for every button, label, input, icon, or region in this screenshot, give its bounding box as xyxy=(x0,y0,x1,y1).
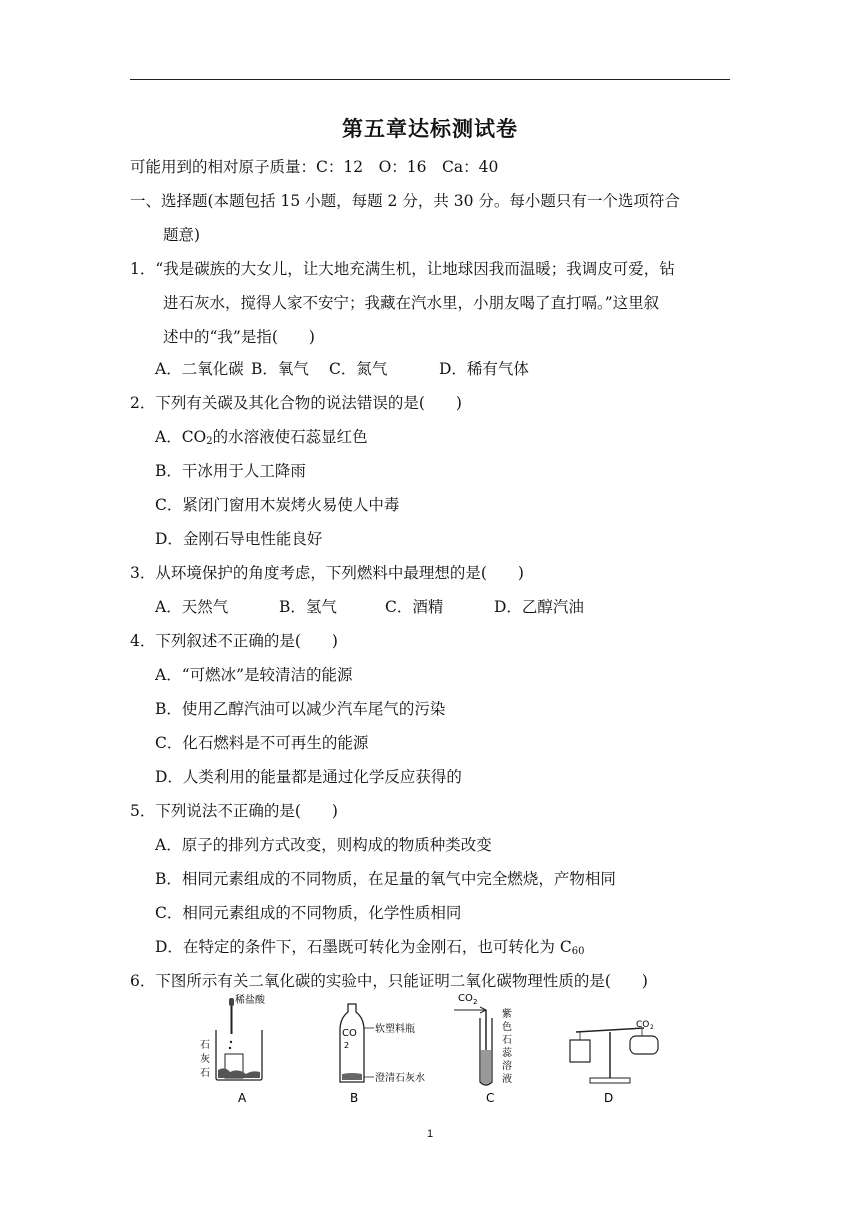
q5-option-c: C．相同元素组成的不同物质，化学性质相同 xyxy=(155,904,462,922)
figure-c-sol-5: 溶 xyxy=(502,1061,512,1072)
q5-option-b: B．相同元素组成的不同物质，在足量的氧气中完全燃烧，产物相同 xyxy=(155,870,616,888)
q4-option-d: D．人类利用的能量都是通过化学反应获得的 xyxy=(155,768,462,786)
q4-option-b: B．使用乙醇汽油可以减少汽车尾气的污染 xyxy=(155,700,446,718)
q3-option-c: C．酒精 xyxy=(385,598,444,616)
q4-option-c: C．化石燃料是不可再生的能源 xyxy=(155,734,369,752)
figure-a-stone-3: 石 xyxy=(200,1068,210,1079)
figure-c-label: C xyxy=(486,1091,495,1105)
header-rule xyxy=(130,79,730,80)
q2-option-b: B．干冰用于人工降雨 xyxy=(155,462,306,480)
q4-option-a: A．“可燃冰”是较清洁的能源 xyxy=(155,666,353,684)
figure-a-stone-2: 灰 xyxy=(200,1054,210,1065)
figure-c xyxy=(454,993,513,1105)
figure-c-gas-sub: 2 xyxy=(473,998,478,1006)
figure-c-gas: CO xyxy=(458,993,473,1004)
q6-stem: 6．下图所示有关二氧化碳的实验中，只能证明二氧化碳物理性质的是( ) xyxy=(130,972,648,990)
q1-options xyxy=(155,359,529,379)
q2-option-c: C．紧闭门窗用木炭烤火易使人中毒 xyxy=(155,496,400,514)
q1-line3: 述中的“我”是指( ) xyxy=(163,328,315,346)
page-number: 1 xyxy=(426,1128,434,1140)
figure-a-label: A xyxy=(238,1091,247,1105)
figure-a-acid-label: 稀盐酸 xyxy=(235,995,265,1006)
figure-d xyxy=(570,1020,658,1105)
q1-option-c: C．氮气 xyxy=(329,360,388,378)
figure-c-sol-2: 色 xyxy=(502,1022,512,1033)
page-title: 第五章达标测试卷 xyxy=(342,117,518,141)
figure-b-label: B xyxy=(350,1091,359,1105)
figure-b xyxy=(340,1004,425,1105)
q5-option-d: D．在特定的条件下，石墨既可转化为金刚石，也可转化为 $C_{60}$ xyxy=(155,938,585,957)
figure-b-bottle-label: 软塑料瓶 xyxy=(375,1024,415,1035)
figure-b-gas: CO xyxy=(342,1028,357,1039)
figure-c-sol-1: 紫 xyxy=(502,1009,512,1020)
q6-figures xyxy=(190,990,680,1110)
dropper-bulb-icon xyxy=(229,998,234,1006)
figure-d-label: D xyxy=(604,1091,614,1105)
figure-d-gas: CO xyxy=(636,1020,650,1030)
figure-a xyxy=(200,993,266,1105)
section1-heading-line1: 一、选择题(本题包括 15 小题，每题 2 分，共 30 分。每小题只有一个选项符合 xyxy=(130,192,680,210)
figure-c-sol-3: 石 xyxy=(502,1035,512,1046)
q1-line2: 进石灰水，搅得人家不安宁；我藏在汽水里，小朋友喝了直打嗝。”这里叙 xyxy=(163,294,660,312)
q1-option-b: B．氧气 xyxy=(251,360,309,378)
figure-b-gas-sub: 2 xyxy=(344,1041,350,1050)
q4-stem: 4．下列叙述不正确的是( ) xyxy=(130,632,338,650)
q3-stem: 3．从环境保护的角度考虑，下列燃料中最理想的是( ) xyxy=(130,564,524,582)
atomic-mass-note: 可能用到的相对原子质量：C：12 O：16 Ca：40 xyxy=(130,158,499,176)
figure-c-sol-4: 蕊 xyxy=(502,1048,512,1059)
section1-heading-line2: 题意) xyxy=(163,226,201,244)
q3-option-d: D．乙醇汽油 xyxy=(494,598,584,616)
q3-option-b: B．氢气 xyxy=(279,598,337,616)
q2-option-d: D．金刚石导电性能良好 xyxy=(155,530,323,548)
figure-c-sol-6: 液 xyxy=(502,1074,512,1085)
q1-line1: 1．“我是碳族的大女儿，让大地充满生机，让地球因我而温暖；我调皮可爱，钻 xyxy=(130,260,675,278)
q3-option-a: A．天然气 xyxy=(155,598,229,616)
q1-option-d: D．稀有气体 xyxy=(439,360,529,378)
q1-option-a: A．二氧化碳 xyxy=(155,360,244,378)
q5-stem: 5．下列说法不正确的是( ) xyxy=(130,802,338,820)
q2-stem: 2．下列有关碳及其化合物的说法错误的是( ) xyxy=(130,394,462,412)
figure-a-stone-1: 石 xyxy=(200,1040,210,1051)
q2-option-a: A．$CO_2$的水溶液使石蕊显红色 xyxy=(155,428,368,447)
figure-d-gas-sub: 2 xyxy=(650,1024,654,1031)
q5-option-a: A．原子的排列方式改变，则构成的物质种类改变 xyxy=(155,836,492,854)
q3-options xyxy=(155,597,584,617)
figure-b-water-label: 澄清石灰水 xyxy=(375,1073,425,1084)
